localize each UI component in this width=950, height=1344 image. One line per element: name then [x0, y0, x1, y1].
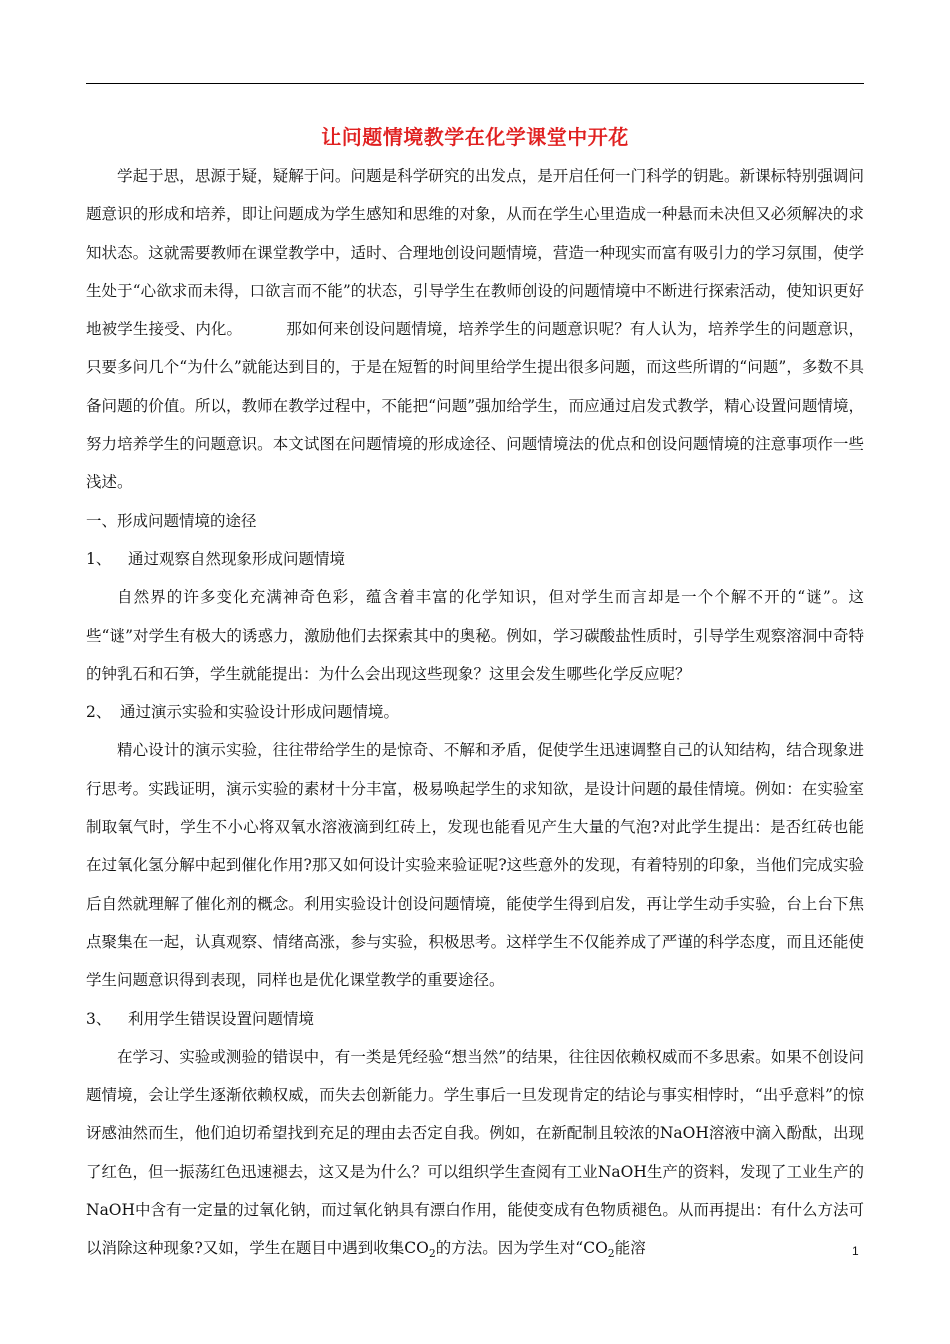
- subsection-heading-2: [86, 693, 864, 731]
- paragraph-3-part-b: 的方法。因为学生对“CO: [435, 1239, 608, 1258]
- paragraph-1: 自然界的许多变化充满神奇色彩，蕴含着丰富的化学知识，但对学生而言却是一个个解不开的“谜”。这些“谜”对学生有极大的诱惑力，激励他们去探索其中的奥秘。例如，学习碳酸盐性质时，引导学生观察溶洞中奇特的钟乳石和石笋，学生就能提出：为什么会出现这些现象？这里会发生哪些化学反应呢？: [86, 588, 864, 683]
- paragraph-3-part-a: 在学习、实验或测验的错误中，有一类是凭经验“想当然”的结果，往往因依赖权威而不多思索。如果不创设问题情境，会让学生逐渐依赖权威，而失去创新能力。学生事后一旦发现肯定的结论与事实相悖时，“出乎意料”的惊讶感油然而生，他们迫切希望找到充足的理由去否定自我。例如，在新配制且较浓的NaOH溶液中滴入酚酞，出现了红色，但一振荡红色迅速褪去，这又是为什么？可以组织学生查阅有工业NaOH生产的资料，发现了工业生产的NaOH中含有一定量的过氧化钠，而过氧化钠具有漂白作用，能使变成有色物质褪色。从而再提出：有什么方法可以消除这种现象?又如，学生在题目中遇到收集CO: [86, 1047, 864, 1258]
- paragraph-3: [86, 1038, 864, 1274]
- paragraph-2: 精心设计的演示实验，往往带给学生的是惊奇、不解和矛盾，促使学生迅速调整自己的认知结构，结合现象进行思考。实践证明，演示实验的素材十分丰富，极易唤起学生的求知欲，是设计问题的最佳情境。例如：在实验室制取氧气时，学生不小心将双氧水溶液滴到红砖上，发现也能看见产生大量的气泡?对此学生提出：是否红砖也能在过氧化氢分解中起到催化作用?那又如何设计实验来验证呢?这些意外的发现，有着特别的印象，当他们完成实验后自然就理解了催化剂的概念。利用实验设计创设问题情境，能使学生得到启发，再让学生动手实验，台上台下焦点聚集在一起，认真观察、情绪高涨，参与实验，积极思考。这样学生不仅能养成了严谨的科学态度，而且还能使学生问题意识得到表现，同样也是优化课堂教学的重要途径。: [86, 741, 864, 990]
- subsection-number: 2、: [86, 703, 112, 722]
- document-title: 让问题情境教学在化学课堂中开花: [321, 125, 629, 149]
- section-heading-1: 一、形成问题情境的途径: [86, 511, 257, 530]
- document-body: [86, 157, 864, 1274]
- co2-subscript: 2: [428, 1247, 436, 1261]
- header-rule: [86, 83, 864, 84]
- paragraph-3-part-c: 能溶: [614, 1239, 646, 1258]
- paragraph-intro-part2: 那如何来创设问题情境，培养学生的问题意识呢？有人认为，培养学生的问题意识，只要多问几个“为什么”就能达到目的，于是在短暂的时间里给学生提出很多问题，而这些所谓的“问题”，多数不具备问题的价值。所以，教师在教学过程中，不能把“问题”强加给学生，而应通过启发式教学，精心设置问题情境，努力培养学生的问题意识。本文试图在问题情境的形成途径、问题情境法的优点和创设问题情境的注意事项作一些浅述。: [86, 320, 864, 492]
- subsection-heading-3: [86, 1000, 864, 1038]
- paragraph-intro-part1: 学起于思，思源于疑，疑解于问。问题是科学研究的出发点，是开启任何一门科学的钥匙。新课标特别强调问题意识的形成和培养，即让问题成为学生感知和思维的对象，从而在学生心里造成一种悬而未决但又必须解决的求知状态。这就需要教师在课堂教学中，适时、合理地创设问题情境，营造一种现实而富有吸引力的学习氛围，使学生处于“心欲求而未得，口欲言而不能”的状态，引导学生在教师创设的问题情境中不断进行探索活动，使知识更好地被学生接受、内化。: [86, 167, 864, 339]
- subsection-title: 通过观察自然现象形成问题情境: [128, 549, 346, 568]
- subsection-title: 利用学生错误设置问题情境: [128, 1009, 315, 1028]
- subsection-heading-1: [86, 540, 864, 578]
- subsection-number: 1、: [86, 549, 112, 568]
- subsection-number: 3、: [86, 1009, 112, 1028]
- co2-subscript: 2: [607, 1247, 615, 1261]
- paragraph-intro: [86, 157, 864, 502]
- subsection-title: 通过演示实验和实验设计形成问题情境。: [120, 703, 400, 722]
- page-number: 1: [852, 1244, 859, 1258]
